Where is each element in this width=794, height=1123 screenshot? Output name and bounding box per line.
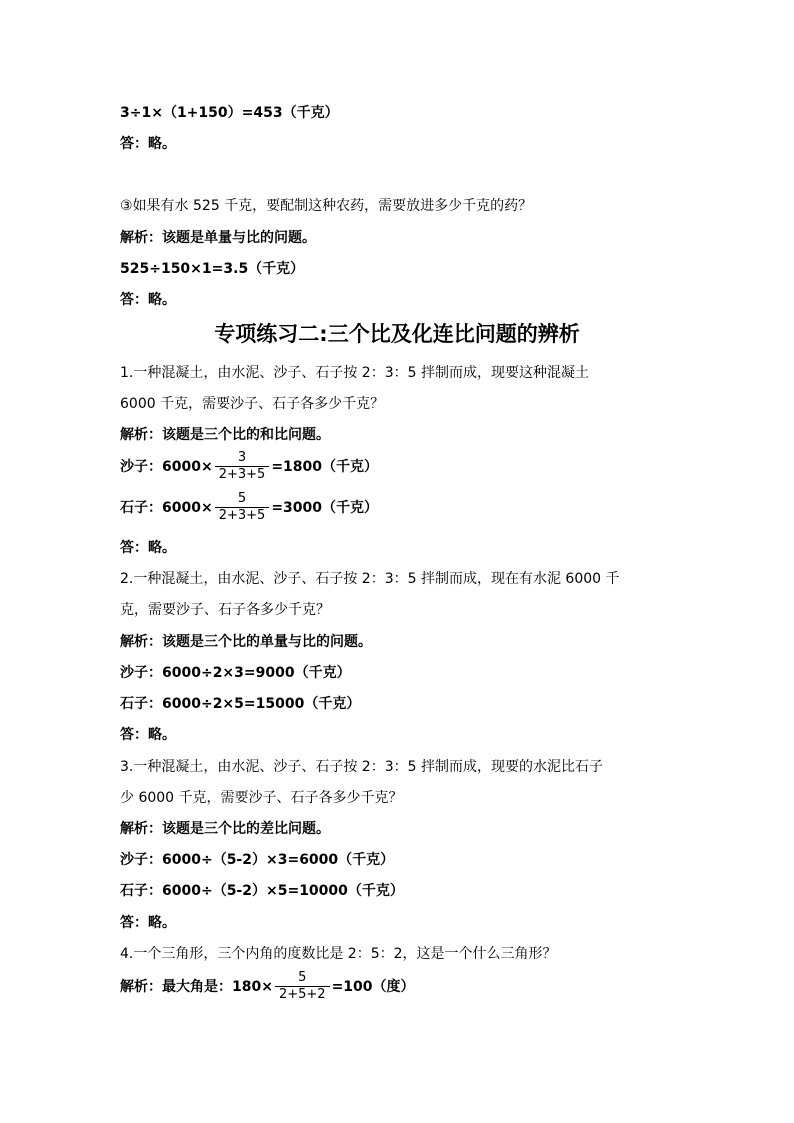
fraction <box>275 970 330 1003</box>
question-3-stone-formula: 石子：6000÷（5-2）×5=10000（千克） <box>120 883 404 899</box>
question-1-line1: 1.一种混凝土，由水泥、沙子、石子按 2：3：5 拌制而成，现要这种混凝土 <box>120 365 589 381</box>
calc-line: 3÷1×（1+150）=453（千克） <box>120 105 339 121</box>
section-title: 专项练习二:三个比及化连比问题的辨析 <box>214 322 580 346</box>
question-3-analysis: 解析：该题是三个比的差比问题。 <box>120 821 330 837</box>
formula-result: =3000（千克） <box>271 499 379 516</box>
formula-prefix: 石子：6000× <box>120 499 213 516</box>
answer-line: 答：略。 <box>120 915 176 931</box>
formula-result: =100（度） <box>331 978 415 995</box>
formula-prefix: 沙子：6000× <box>120 458 213 475</box>
question-4-line1: 4.一个三角形，三个内角的度数比是 2：5：2，这是一个什么三角形？ <box>120 946 557 962</box>
fraction-denominator: 2+5+2 <box>278 987 326 1002</box>
question-3-sand-formula: 沙子：6000÷（5-2）×3=6000（千克） <box>120 852 395 868</box>
question-3-text: ③如果有水 525 千克，要配制这种农药，需要放进多少千克的药？ <box>120 198 533 214</box>
answer-line: 答：略。 <box>120 136 176 152</box>
question-2-stone-formula: 石子：6000÷2×5=15000（千克） <box>120 696 361 712</box>
answer-line: 答：略。 <box>120 292 176 308</box>
answer-line: 答：略。 <box>120 727 176 743</box>
question-2-sand-formula: 沙子：6000÷2×3=9000（千克） <box>120 665 351 681</box>
formula-result: =1800（千克） <box>271 458 379 475</box>
question-3-line2: 少 6000 千克，需要沙子、石子各多少千克？ <box>120 790 403 806</box>
question-1-sand-formula <box>120 450 378 483</box>
fraction-numerator: 3 <box>215 450 270 467</box>
answer-line: 答：略。 <box>120 540 176 556</box>
formula-prefix: 解析：最大角是：180× <box>120 978 273 995</box>
fraction-numerator: 5 <box>215 491 270 508</box>
question-2-analysis: 解析：该题是三个比的单量与比的问题。 <box>120 634 372 650</box>
question-3-line1: 3.一种混凝土，由水泥、沙子、石子按 2：3：5 拌制而成，现要的水泥比石子 <box>120 759 603 775</box>
question-1-line2: 6000 千克，需要沙子、石子各多少千克？ <box>120 396 385 412</box>
calc-line: 525÷150×1=3.5（千克） <box>120 261 305 277</box>
question-1-stone-formula <box>120 491 378 524</box>
fraction-denominator: 2+3+5 <box>218 508 266 523</box>
fraction <box>215 491 270 524</box>
fraction <box>215 450 270 483</box>
question-4-formula <box>120 970 415 1003</box>
question-2-line2: 克，需要沙子、石子各多少千克？ <box>120 602 330 618</box>
question-2-line1: 2.一种混凝土，由水泥、沙子、石子按 2：3：5 拌制而成，现在有水泥 6000 千 <box>120 571 620 587</box>
fraction-denominator: 2+3+5 <box>218 467 266 482</box>
fraction-numerator: 5 <box>275 970 330 987</box>
question-1-analysis: 解析：该题是三个比的和比问题。 <box>120 427 330 443</box>
analysis-line: 解析：该题是单量与比的问题。 <box>120 230 316 246</box>
